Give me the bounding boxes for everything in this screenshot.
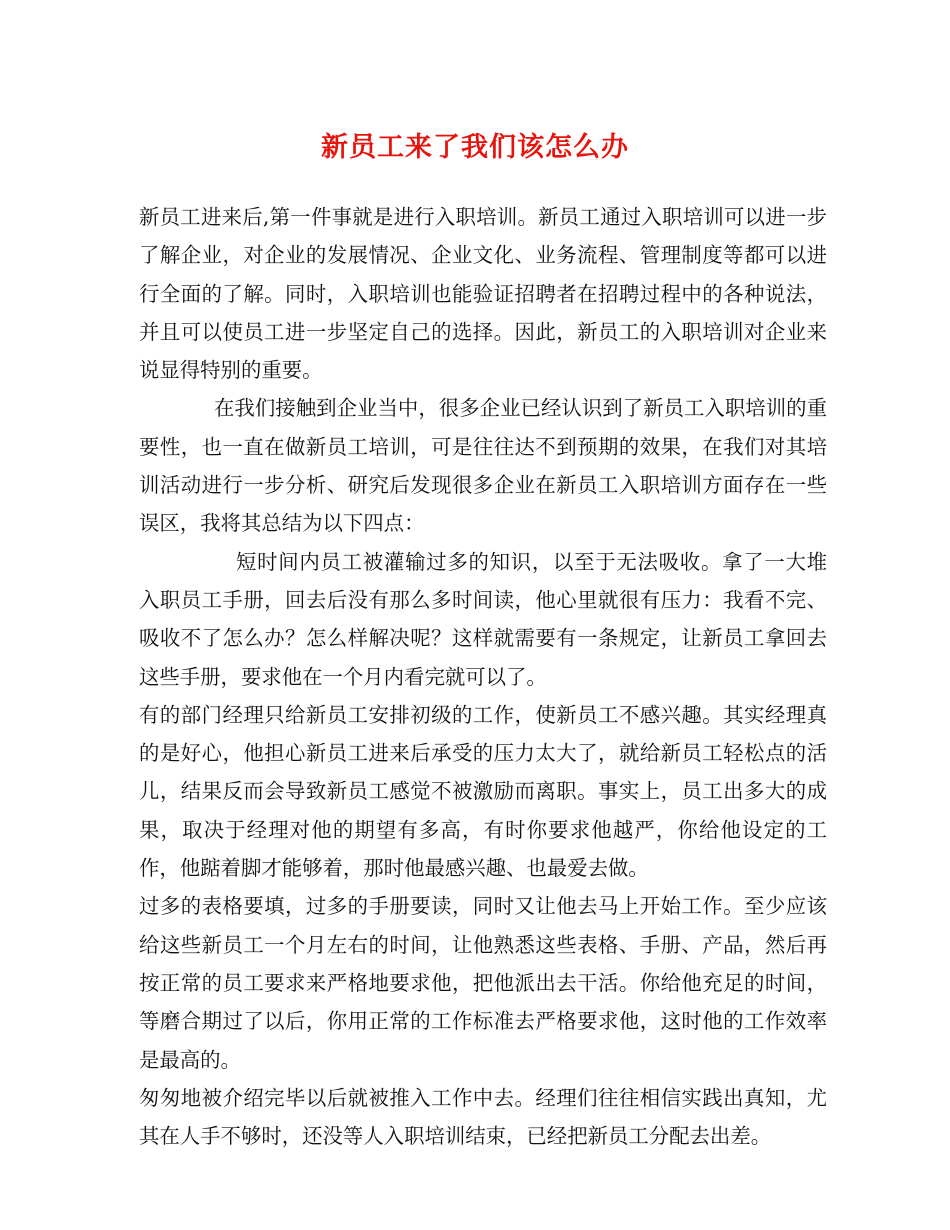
- paragraph-point-1: 短时间内员工被灌输过多的知识，以至于无法吸收。拿了一大堆入职员工手册，回去后没有那么多时间读，他心里就很有压力：我看不完、吸收不了怎么办？怎么样解决呢？这样就需要有一条规定，让新员工拿回去这些手册，要求他在一个月内看完就可以了。: [139, 549, 827, 689]
- page-title: 新员工来了我们该怎么办: [321, 132, 629, 163]
- paragraph-point-3: 过多的表格要填，过多的手册要读，同时又让他去马上开始工作。至少应该给这些新员工一个月左右的时间，让他熟悉这些表格、手册、产品，然后再按正常的员工要求来严格地要求他，把他派出去干活。你给他充足的时间，等磨合期过了以后，你用正常的工作标准去严格要求他，这时他的工作效率是最高的。: [139, 894, 827, 1072]
- paragraph-misconceptions: 在我们接触到企业当中，很多企业已经认识到了新员工入职培训的重要性，也一直在做新员工培训，可是往往达不到预期的效果，在我们对其培训活动进行一步分析、研究后发现很多企业在新员工入职培训方面存在一些误区，我将其总结为以下四点：: [139, 396, 827, 536]
- paragraph-point-4: 匆匆地被介绍完毕以后就被推入工作中去。经理们往往相信实践出真知，尤其在人手不够时，还没等人入职培训结束，已经把新员工分配去出差。: [139, 1085, 827, 1149]
- paragraph-intro: 新员工进来后,第一件事就是进行入职培训。新员工通过入职培训可以进一步了解企业，对企业的发展情况、企业文化、业务流程、管理制度等都可以进行全面的了解。同时，入职培训也能验证招聘者在招聘过程中的各种说法，并且可以使员工进一步坚定自己的选择。因此，新员工的入职培训对企业来说显得特别的重要。: [139, 205, 827, 383]
- paragraph-point-2: 有的部门经理只给新员工安排初级的工作，使新员工不感兴趣。其实经理真的是好心，他担心新员工进来后承受的压力太大了，就给新员工轻松点的活儿，结果反而会导致新员工感觉不被激励而离职。事实上，员工出多大的成果，取决于经理对他的期望有多高，有时你要求他越严，你给他设定的工作，他踮着脚才能够着，那时他最感兴趣、也最爱去做。: [139, 702, 827, 881]
- document-body: [139, 198, 827, 1155]
